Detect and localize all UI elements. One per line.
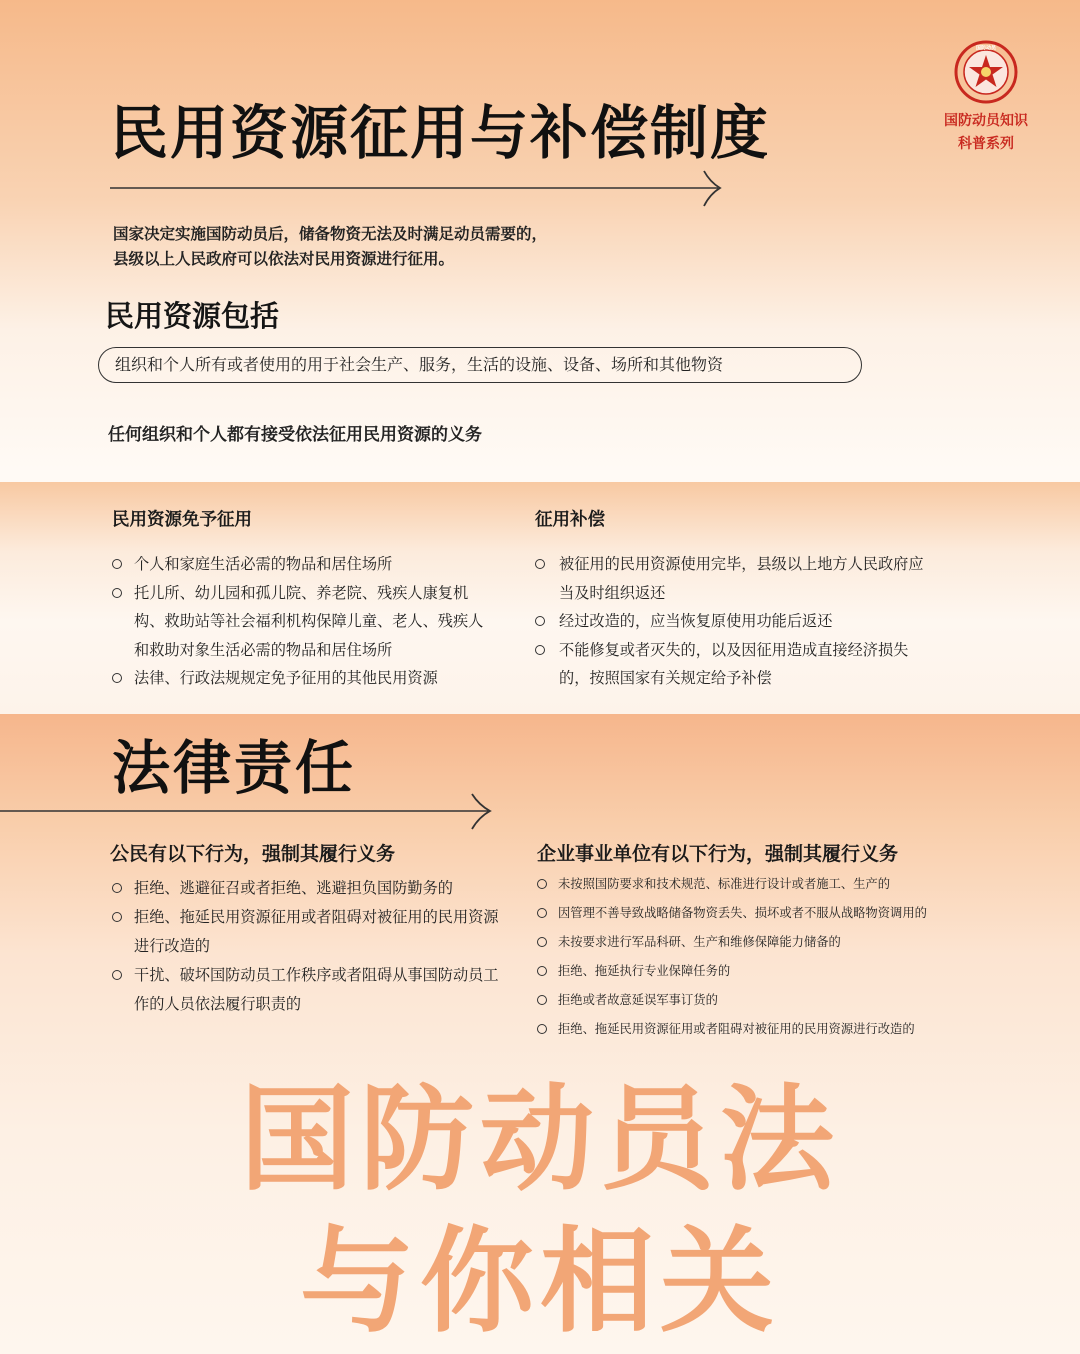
slogan-line-2: 与你相关 <box>299 1215 780 1348</box>
enterprises-list <box>537 870 957 1044</box>
emblem-icon <box>954 40 1018 104</box>
exempt-heading: 民用资源免予征用 <box>112 510 252 530</box>
series-caption <box>930 110 1042 156</box>
circle-bullet-icon <box>112 883 122 893</box>
circle-bullet-icon <box>537 995 547 1005</box>
circle-bullet-icon <box>112 912 122 922</box>
circle-bullet-icon <box>535 645 545 655</box>
list-item: 经过改造的，应当恢复原使用功能后返还 <box>535 607 935 636</box>
circle-bullet-icon <box>112 588 122 598</box>
series-caption-line2: 科普系列 <box>958 136 1014 152</box>
exempt-list <box>112 550 497 693</box>
citizens-section <box>110 840 510 1019</box>
list-item: 法律、行政法规规定免予征用的其他民用资源 <box>112 664 497 693</box>
intro-line-1: 国家决定实施国防动员后，储备物资无法及时满足动员需要的， <box>113 225 548 243</box>
includes-heading: 民用资源包括 <box>105 299 280 333</box>
law-heading: 法律责任 <box>112 734 357 802</box>
circle-bullet-icon <box>112 673 122 683</box>
slogan-line-1: 国防动员法 <box>239 1073 840 1206</box>
emblem-seal-text: 国防动员 <box>975 45 997 52</box>
list-item: 被征用的民用资源使用完毕，县级以上地方人民政府应当及时组织返还 <box>535 550 935 607</box>
list-item: 未按要求进行军品科研、生产和维修保障能力储备的 <box>537 928 957 957</box>
list-item: 个人和家庭生活必需的物品和居住场所 <box>112 550 497 579</box>
enterprises-section <box>537 840 957 1044</box>
circle-bullet-icon <box>537 937 547 947</box>
compensation-list <box>535 550 935 693</box>
circle-bullet-icon <box>537 966 547 976</box>
citizens-heading: 公民有以下行为，强制其履行义务 <box>110 843 396 865</box>
list-item: 干扰、破坏国防动员工作秩序或者阻碍从事国防动员工作的人员依法履行职责的 <box>110 961 510 1019</box>
citizens-list <box>110 874 510 1019</box>
circle-bullet-icon <box>112 559 122 569</box>
list-item: 拒绝、拖延执行专业保障任务的 <box>537 957 957 986</box>
list-item: 拒绝、拖延民用资源征用或者阻碍对被征用的民用资源进行改造的 <box>537 1015 957 1044</box>
list-item: 拒绝、逃避征召或者拒绝、逃避担负国防勤务的 <box>110 874 510 903</box>
circle-bullet-icon <box>537 879 547 889</box>
circle-bullet-icon <box>537 908 547 918</box>
list-item: 拒绝或者故意延误军事订货的 <box>537 986 957 1015</box>
enterprises-heading: 企业事业单位有以下行为，强制其履行义务 <box>537 843 899 865</box>
law-arrow-icon <box>0 792 495 834</box>
circle-bullet-icon <box>537 1024 547 1034</box>
compensation-heading: 征用补偿 <box>535 510 605 530</box>
circle-bullet-icon <box>112 970 122 980</box>
list-item: 不能修复或者灭失的，以及因征用造成直接经济损失的，按照国家有关规定给予补偿 <box>535 636 935 693</box>
series-caption-line1: 国防动员知识 <box>944 113 1028 129</box>
compensation-section <box>535 507 935 693</box>
duty-statement: 任何组织和个人都有接受依法征用民用资源的义务 <box>108 425 482 445</box>
circle-bullet-icon <box>535 559 545 569</box>
intro-line-2: 县级以上人民政府可以依法对民用资源进行征用。 <box>113 250 455 268</box>
page-title: 民用资源征用与补偿制度 <box>110 99 771 167</box>
list-item: 拒绝、拖延民用资源征用或者阻碍对被征用的民用资源进行改造的 <box>110 903 510 961</box>
title-arrow-icon <box>110 168 725 210</box>
list-item: 托儿所、幼儿园和孤儿院、养老院、残疾人康复机构、救助站等社会福利机构保障儿童、老人、残疾人和救助对象生活必需的物品和居住场所 <box>112 579 497 665</box>
list-item: 因管理不善导致战略储备物资丢失、损坏或者不服从战略物资调用的 <box>537 899 957 928</box>
list-item: 未按照国防要求和技术规范、标准进行设计或者施工、生产的 <box>537 870 957 899</box>
circle-bullet-icon <box>535 616 545 626</box>
includes-pill: 组织和个人所有或者使用的用于社会生产、服务，生活的设施、设备、场所和其他物资 <box>98 347 862 383</box>
intro-text <box>113 222 873 272</box>
exempt-section <box>112 507 497 693</box>
